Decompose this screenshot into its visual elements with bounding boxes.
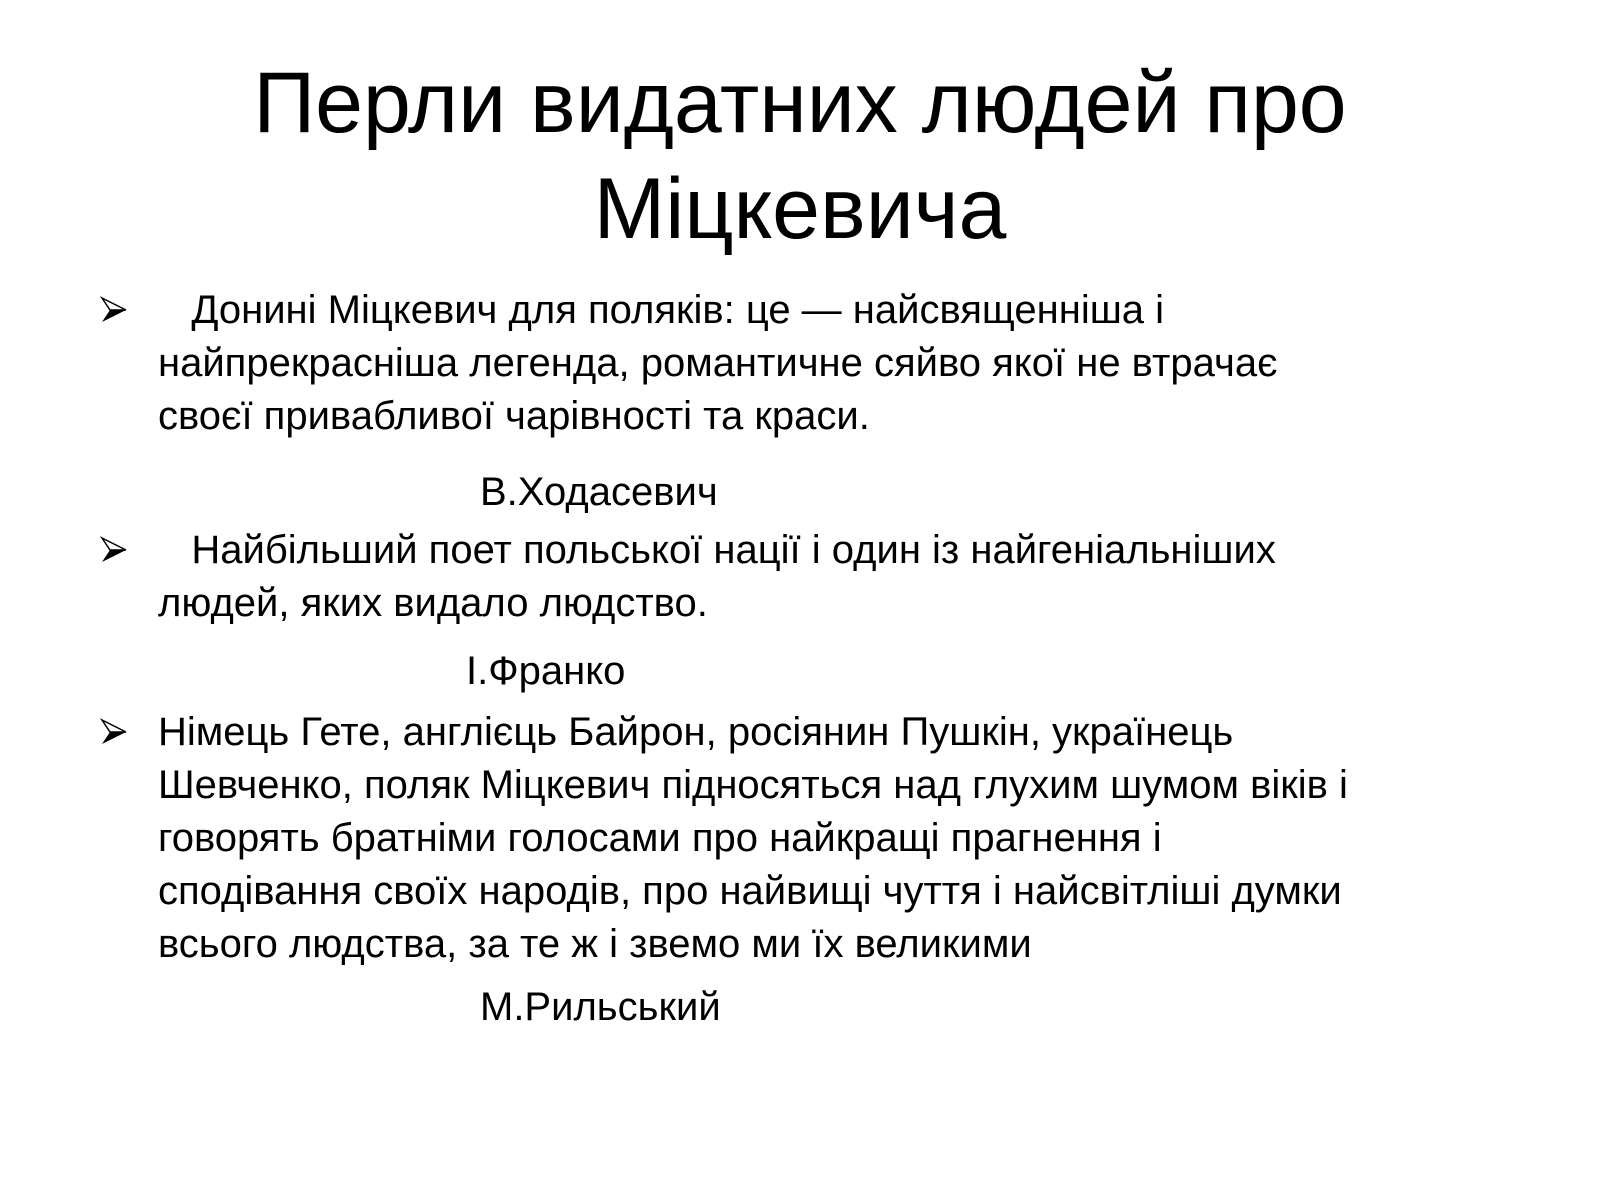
quote-text-line: своєї привабливої чарівності та краси. <box>158 394 870 438</box>
arrowhead-bullet-icon <box>100 718 128 746</box>
quote-text-line: всього людства, за те ж і звемо ми їх великими <box>158 922 1032 966</box>
quote-author-2: І.Франко <box>466 649 626 693</box>
quote-text-line: Німець Гете, англієць Байрон, росіянин Пушкін, українець <box>158 710 1234 754</box>
quote-text-line: Донині Міцкевич для поляків: це — найсвященніша і <box>158 288 1165 332</box>
quote-text-line: людей, яких видало людство. <box>158 581 708 625</box>
quote-text-line: найпрекрасніша легенда, романтичне сяйво якої не втрачає <box>158 341 1278 385</box>
quote-text-line: сподівання своїх народів, про найвищі чуття і найсвітліші думки <box>158 869 1342 913</box>
slide-title-line-2: Міцкевича <box>593 161 1007 257</box>
quote-text-line: Шевченко, поляк Міцкевич підносяться над глухим шумом віків і <box>158 763 1348 807</box>
slide-title-line-1: Перли видатних людей про <box>253 55 1347 151</box>
quote-author-3: М.Рильський <box>480 985 721 1029</box>
quote-text-line: говорять братніми голосами про найкращі прагнення і <box>158 816 1162 860</box>
arrowhead-bullet-icon <box>100 296 128 324</box>
slide-title <box>100 50 1500 262</box>
arrowhead-bullet-icon <box>100 536 128 564</box>
quote-author-1: В.Ходасевич <box>480 470 718 514</box>
quote-text-line: Найбільший поет польської нації і один із найгеніальніших <box>158 528 1276 572</box>
